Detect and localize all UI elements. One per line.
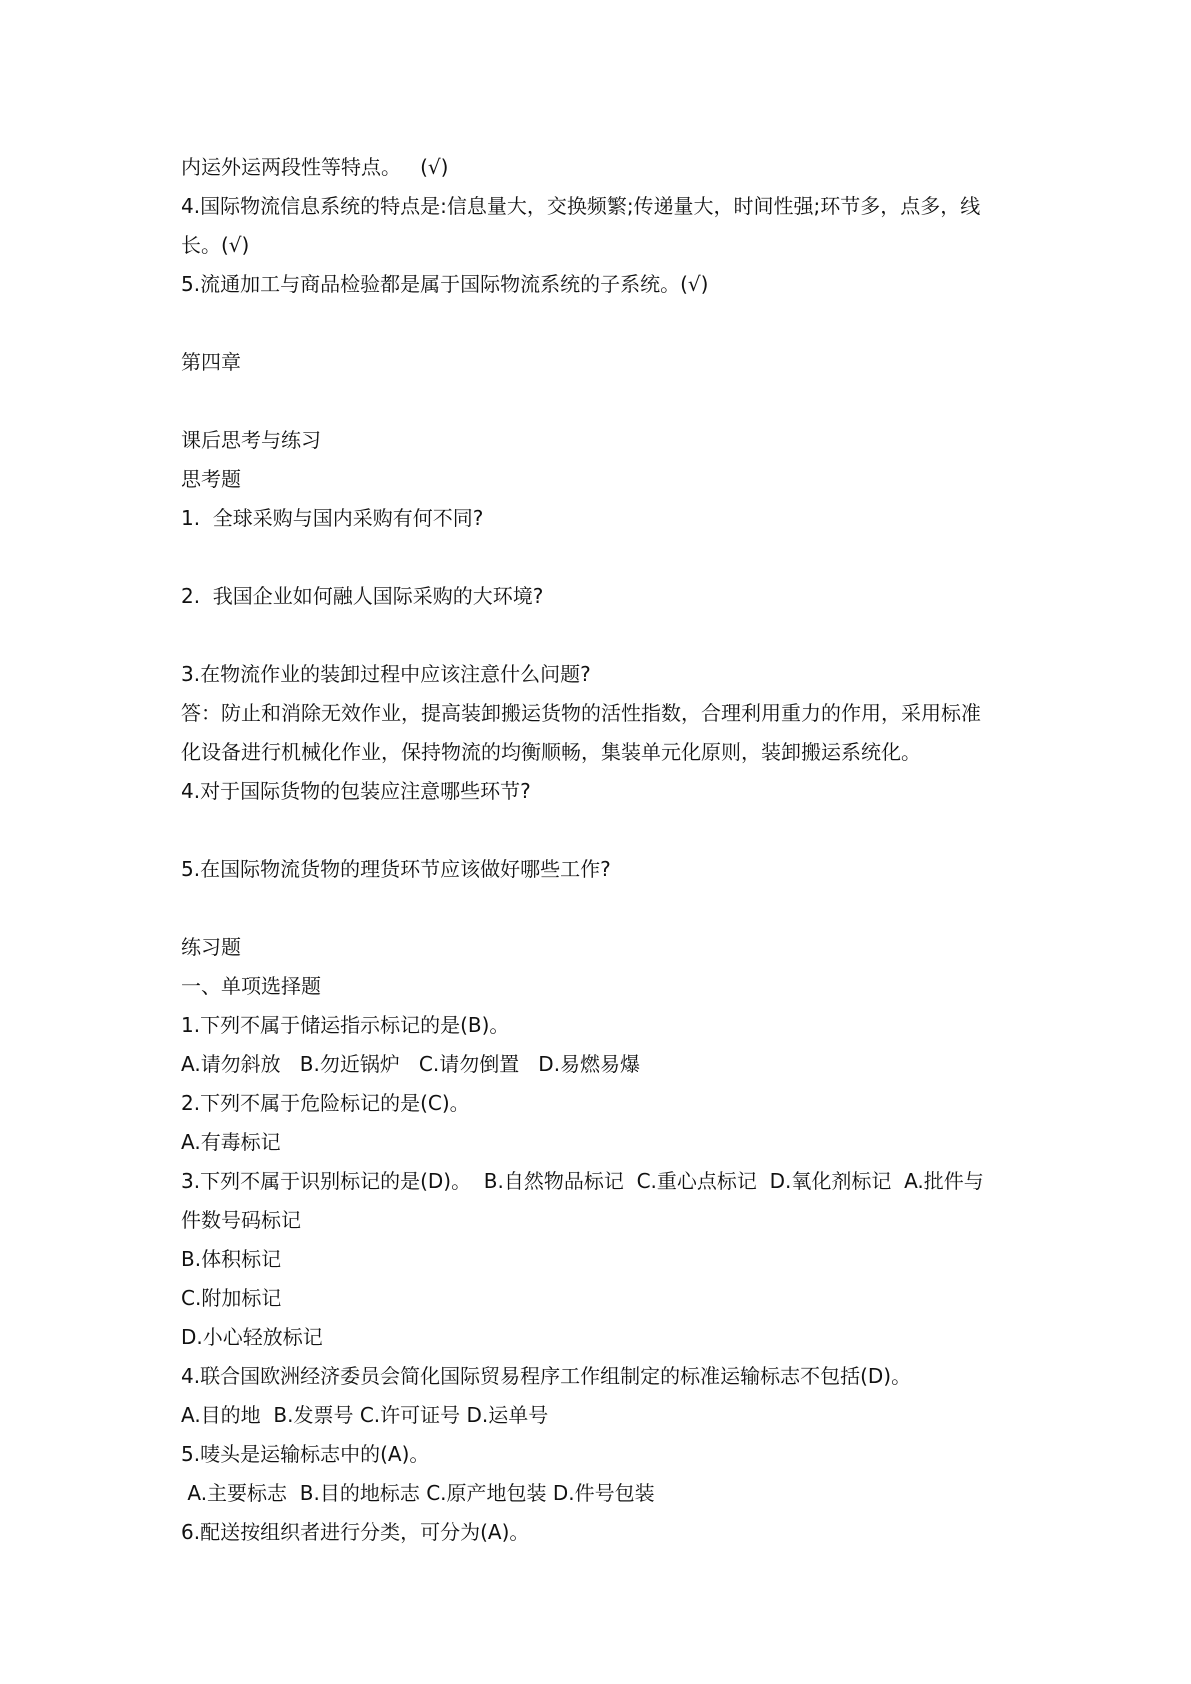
options-line: 件数号码标记 — [181, 1208, 301, 1232]
text-line: 内运外运两段性等特点。 (√) — [181, 155, 449, 179]
question-line: 4.联合国欧洲经济委员会简化国际贸易程序工作组制定的标准运输标志不包括(D)。 — [181, 1364, 912, 1388]
answer-line: 化设备进行机械化作业，保持物流的均衡顺畅，集装单元化原则，装卸搬运系统化。 — [181, 740, 921, 764]
text-line: 5.流通加工与商品检验都是属于国际物流系统的子系统。(√) — [181, 272, 709, 296]
section-heading: 一、单项选择题 — [181, 974, 321, 998]
question-line: 1. 全球采购与国内采购有何不同? — [181, 506, 484, 530]
subsection-heading: 练习题 — [181, 935, 241, 959]
question-line: 5.唛头是运输标志中的(A)。 — [181, 1442, 430, 1466]
question-line: 3.下列不属于识别标记的是(D)。 B.自然物品标记 C.重心点标记 D.氧化剂标记 A.批件与 — [181, 1169, 984, 1193]
blank-line — [181, 304, 1021, 343]
options-line: A.主要标志 B.目的地标志 C.原产地包装 D.件号包装 — [181, 1481, 655, 1505]
options-line: A.请勿斜放 B.勿近锅炉 C.请勿倒置 D.易燃易爆 — [181, 1052, 641, 1076]
options-line: A.目的地 B.发票号 C.许可证号 D.运单号 — [181, 1403, 549, 1427]
answer-line: 答：防止和消除无效作业，提高装卸搬运货物的活性指数，合理利用重力的作用，采用标准 — [181, 701, 981, 725]
options-line: D.小心轻放标记 — [181, 1325, 323, 1349]
chapter-heading: 第四章 — [181, 350, 241, 374]
blank-line — [181, 382, 1021, 421]
text-line: 4.国际物流信息系统的特点是:信息量大，交换频繁;传递量大，时间性强;环节多，点多，线 — [181, 194, 981, 218]
subsection-heading: 思考题 — [181, 467, 241, 491]
question-line: 3.在物流作业的装卸过程中应该注意什么问题? — [181, 662, 591, 686]
section-heading: 课后思考与练习 — [181, 428, 321, 452]
blank-line — [181, 616, 1021, 655]
question-line: 4.对于国际货物的包装应注意哪些环节? — [181, 779, 531, 803]
options-line: A.有毒标记 — [181, 1130, 281, 1154]
blank-line — [181, 538, 1021, 577]
blank-line — [181, 889, 1021, 928]
question-line: 2.下列不属于危险标记的是(C)。 — [181, 1091, 470, 1115]
blank-line — [181, 811, 1021, 850]
question-line: 5.在国际物流货物的理货环节应该做好哪些工作? — [181, 857, 611, 881]
options-line: C.附加标记 — [181, 1286, 282, 1310]
question-line: 1.下列不属于储运指示标记的是(B)。 — [181, 1013, 510, 1037]
question-line: 2. 我国企业如何融人国际采购的大环境? — [181, 584, 544, 608]
options-line: B.体积标记 — [181, 1247, 282, 1271]
question-line: 6.配送按组织者进行分类，可分为(A)。 — [181, 1520, 530, 1544]
text-line: 长。(√) — [181, 233, 250, 257]
document-page — [181, 148, 1021, 1552]
